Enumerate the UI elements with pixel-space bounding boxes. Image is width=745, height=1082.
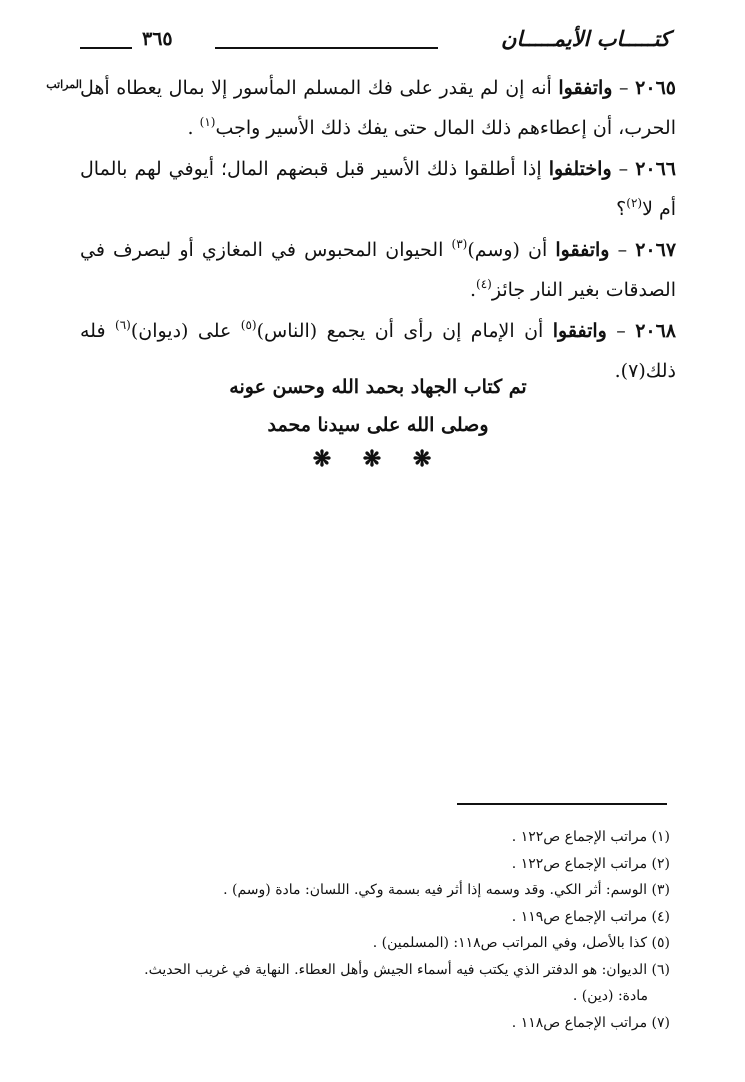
- entry-punct: .: [469, 279, 477, 301]
- entry-text-end: فله ذلك(٧).: [80, 320, 676, 382]
- dash: –: [612, 77, 629, 99]
- entry-text-continued: على (ديوان): [130, 320, 232, 342]
- dash: –: [611, 158, 629, 180]
- main-text: [80, 68, 676, 392]
- dash: –: [606, 320, 626, 342]
- footnote: (٥) كذا بالأصل، وفي المراتب ص١١٨: (المسلمين) .: [372, 935, 670, 951]
- entry-keyword: واتفقوا: [558, 77, 613, 99]
- header-rule: [215, 47, 438, 49]
- dash: –: [609, 239, 628, 261]
- footnotes: [70, 824, 670, 1036]
- entry-keyword: واختلفوا: [548, 158, 612, 180]
- closing-line: وصلى الله على سيدنا محمد: [267, 414, 489, 436]
- entry-keyword: واتفقوا: [555, 239, 610, 261]
- entry-2066: [80, 149, 676, 229]
- entry-2065: [80, 68, 676, 148]
- entry-text: أن الإمام إن رأى أن يجمع (الناس): [256, 320, 544, 342]
- entry-text: إذا أطلقوا ذلك الأسير قبل قبضهم المال؛ أيوفي لهم بالمال أم لا: [80, 158, 676, 220]
- entry-number: ٢٠٦٨: [635, 320, 677, 342]
- footnote: (٣) الوسم: أثر الكي. وقد وسمه إذا أثر فيه بسمة وكي. اللسان: مادة (وسم) .: [223, 882, 670, 898]
- footnote: (٢) مراتب الإجماع ص١٢٢ .: [511, 855, 670, 872]
- footnote-ref: (٤): [476, 277, 492, 291]
- footnote-ref: (١): [199, 115, 216, 129]
- page-number: ٣٦٥: [142, 28, 173, 50]
- chapter-closing: [80, 368, 676, 474]
- entry-number: ٢٠٦٧: [635, 239, 677, 261]
- footnote: (٦) الديوان: هو الدفتر الذي يكتب فيه أسماء الجيش وأهل العطاء. النهاية في غريب الحديث.: [144, 961, 670, 978]
- header-rule-short: [80, 47, 132, 49]
- footnote: (٤) مراتب الإجماع ص١١٩ .: [511, 908, 670, 925]
- entry-number: ٢٠٦٥: [635, 77, 676, 99]
- closing-line: تم كتاب الجهاد بحمد الله وحسن عونه: [229, 376, 527, 398]
- entry-2067: [80, 230, 676, 310]
- footnote-continuation: مادة: (دين) .: [572, 988, 648, 1004]
- entry-text-continued: الحيوان المحبوس في المغازي أو ليصرف في الصدقات بغير النار جائز: [80, 239, 676, 301]
- margin-note: المراتب: [46, 78, 82, 91]
- ornament-stars: ❋ ❋ ❋: [312, 446, 444, 472]
- footnote-ref: (٢): [626, 196, 643, 210]
- entry-punct: .: [187, 117, 194, 139]
- entry-text: أنه إن لم يقدر على فك المسلم المأسور إلا بمال يعطاه أهل الحرب، أن إعطاءهم ذلك المال حتى يفك ذلك الأسير واجب: [80, 77, 676, 139]
- footnote-separator: [457, 803, 667, 805]
- footnote-ref: (٦): [115, 318, 131, 332]
- footnote: (٧) مراتب الإجماع ص١١٨ .: [511, 1014, 670, 1031]
- book-title: كتـــــاب الأيمـــــان: [501, 26, 670, 51]
- running-header: [80, 26, 670, 60]
- entry-text: أن (وسم): [467, 239, 548, 261]
- footnote-ref: (٣): [451, 237, 468, 251]
- entry-number: ٢٠٦٦: [635, 158, 677, 180]
- footnote: (١) مراتب الإجماع ص١٢٢ .: [511, 829, 670, 845]
- entry-punct: ؟: [616, 198, 627, 220]
- entry-keyword: واتفقوا: [552, 320, 607, 342]
- footnote-ref: (٥): [240, 318, 257, 332]
